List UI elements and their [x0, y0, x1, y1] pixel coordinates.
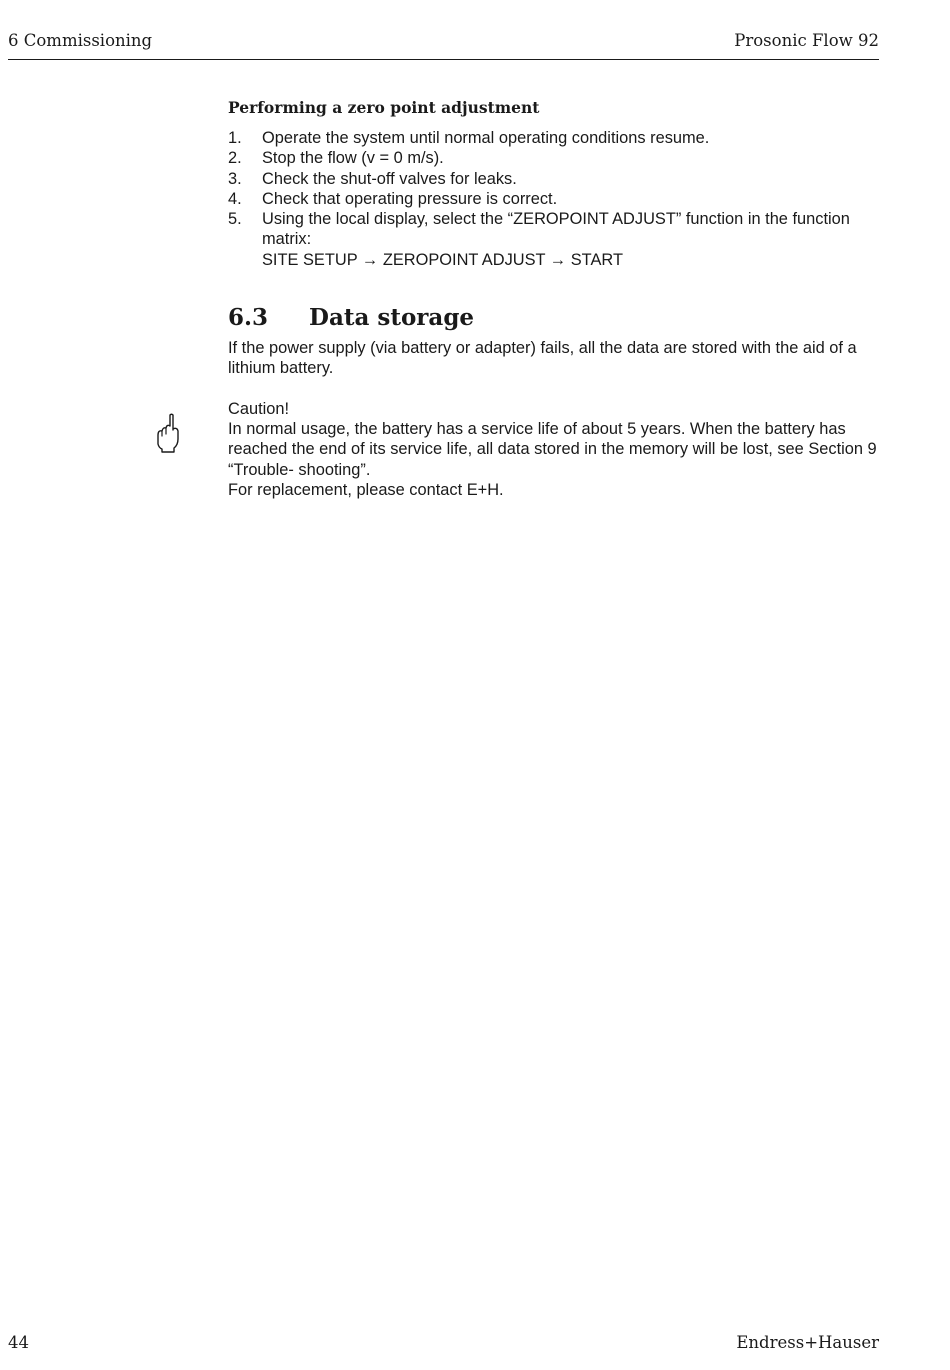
section-heading [228, 298, 888, 338]
step-text: Using the local display, select the “ZEROPOINT ADJUST” function in the function matrix: [262, 210, 850, 249]
section-number: 6.3 [228, 304, 269, 332]
step-number: 3. [228, 169, 242, 188]
list-item [228, 148, 888, 168]
menu-path: SITE SETUP → ZEROPOINT ADJUST → START [262, 250, 623, 269]
step-text: Stop the flow (v = 0 m/s). [262, 149, 444, 168]
list-item [228, 169, 888, 189]
step-number: 4. [228, 189, 242, 208]
list-item [228, 189, 888, 209]
section-title: Data storage [309, 304, 475, 332]
caution-label: Caution! [228, 399, 290, 418]
step-text: Operate the system until normal operating conditions resume. [262, 129, 710, 147]
page-number: 44 [8, 1333, 29, 1352]
footer-brand: Endress+Hauser [736, 1333, 879, 1352]
page-content [228, 96, 888, 500]
step-text: Check the shut-off valves for leaks. [262, 169, 517, 188]
header-divider [8, 59, 879, 60]
step-number: 5. [228, 210, 242, 229]
running-header-product: Prosonic Flow 92 [734, 31, 879, 50]
caution-note [228, 399, 888, 480]
list-item [228, 209, 888, 270]
step-number: 2. [228, 149, 242, 168]
section-intro: If the power supply (via battery or adapter) fails, all the data are stored with the aid of a lithium battery. [228, 339, 857, 378]
procedure-steps [228, 128, 888, 270]
subheading-zero-point: Performing a zero point adjustment [228, 98, 540, 117]
replacement-contact: For replacement, please contact E+H. [228, 480, 504, 499]
step-text: Check that operating pressure is correct. [262, 189, 558, 208]
step-number: 1. [228, 129, 242, 147]
pointing-hand-icon [154, 412, 182, 454]
list-item [228, 128, 888, 148]
caution-text: In normal usage, the battery has a service life of about 5 years. When the battery has reached the end of its service life, all data stored in the memory will be lost, see Section 9 “Trouble- shooting”. [228, 419, 877, 479]
running-header-chapter: 6 Commissioning [8, 31, 153, 50]
